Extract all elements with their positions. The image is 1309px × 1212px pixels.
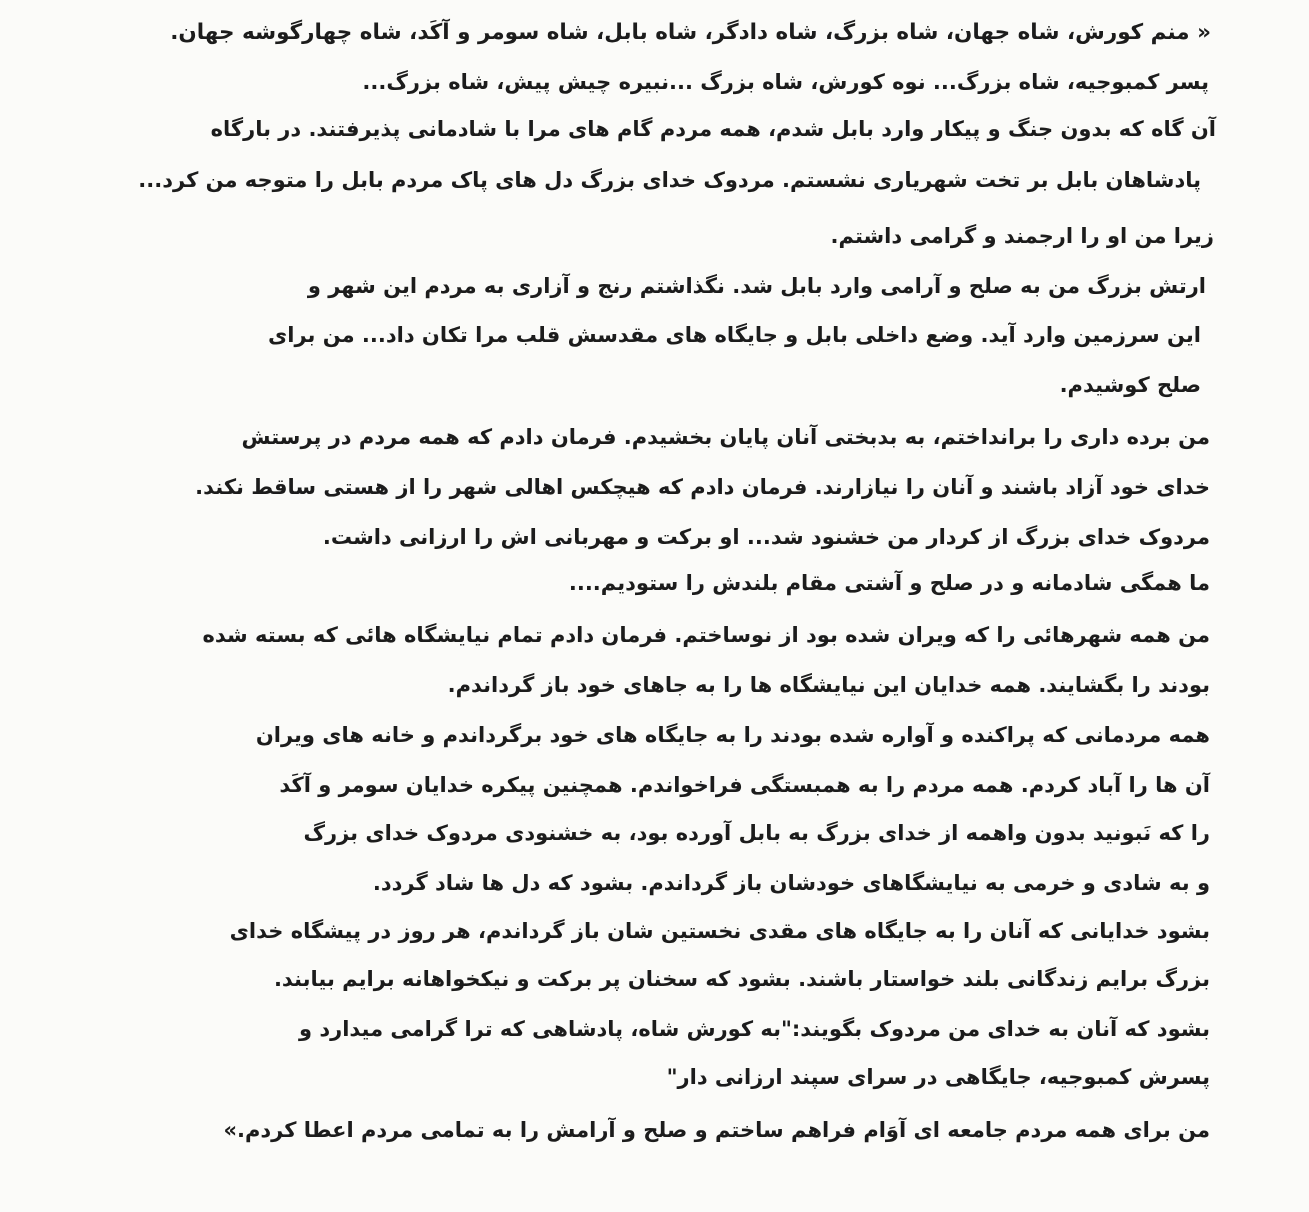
- text-line: بشود که آنان به خدای من مردوک بگویند:"به کورش شاه، پادشاهی که ترا گرامی میدارد و: [298, 1017, 1210, 1041]
- text-line: من همه شهرهائی را که ویران شده بود از نوساختم. فرمان دادم تمام نیایشگاه هائی که بسته شده: [202, 623, 1210, 647]
- text-line: بودند را بگشایند. همه خدایان این نیایشگاه ها را به جاهای خود باز گرداندم.: [447, 673, 1210, 697]
- text-line: را که نَبونید بدون واهمه از خدای بزرگ به بابل آورده بود، به خشنودی مردوک خدای بزرگ: [303, 821, 1210, 845]
- text-line: پسرش کمبوجیه، جایگاهی در سرای سپند ارزانی دار": [666, 1065, 1210, 1089]
- text-line: پسر کمبوجیه، شاه بزرگ... نوه کورش، شاه بزرگ ...نبیره چیش پیش، شاه بزرگ...: [362, 70, 1209, 94]
- text-line: همه مردمانی که پراکنده و آواره شده بودند را به جایگاه های خود برگرداندم و خانه های ویران: [255, 723, 1210, 747]
- text-line: آن ها را آباد کردم. همه مردم را به همبستگی فراخواندم. همچنین پیکره خدایان سومر و آکَد: [279, 773, 1210, 797]
- text-line: آن گاه که بدون جنگ و پیکار وارد بابل شدم، همه مردم گام های مرا با شادمانی پذیرفتند. در بارگاه: [210, 117, 1216, 141]
- text-line: صلح کوشیدم.: [1059, 373, 1201, 397]
- text-line: این سرزمین وارد آید. وضع داخلی بابل و جایگاه های مقدسش قلب مرا تکان داد... من برای: [268, 323, 1201, 347]
- text-line: بشود خدایانی که آنان را به جایگاه های مقدی نخستین شان باز گرداندم، هر روز در پیشگاه خدای: [229, 919, 1210, 943]
- text-line: من برای همه مردم جامعه ای آوَام فراهم ساختم و صلح و آرامش را به تمامی مردم اعطا کردم.»: [223, 1118, 1210, 1142]
- text-line: مردوک خدای بزرگ از کردار من خشنود شد... او برکت و مهربانی اش را ارزانی داشت.: [322, 525, 1210, 549]
- text-line: ارتش بزرگ من به صلح و آرامی وارد بابل شد. نگذاشتم رنج و آزاری به مردم این شهر و: [307, 274, 1206, 298]
- text-line: زیرا من او را ارجمند و گرامی داشتم.: [830, 224, 1214, 248]
- text-line: بزرگ برایم زندگانی بلند خواستار باشند. بشود که سخنان پر برکت و نیکخواهانه برایم بیابند.: [273, 967, 1210, 991]
- text-line: « منم کورش، شاه جهان، شاه بزرگ، شاه دادگر، شاه بابل، شاه سومر و آکَد، شاه چهارگوشه جهان.: [170, 20, 1211, 45]
- text-line: من برده داری را برانداختم، به بدبختی آنان پایان بخشیدم. فرمان دادم که همه مردم در پرستش: [241, 425, 1210, 449]
- text-line: و به شادی و خرمی به نیایشگاهای خودشان باز گرداندم. بشود که دل ها شاد گردد.: [372, 871, 1210, 895]
- text-line: ما همگی شادمانه و در صلح و آشتی مقام بلندش را ستودیم....: [568, 571, 1210, 595]
- text-line: خدای خود آزاد باشند و آنان را نیازارند. فرمان دادم که هیچکس اهالی شهر را از هستی ساقط نکند.: [195, 475, 1210, 499]
- text-line: پادشاهان بابل بر تخت شهریاری نشستم. مردوک خدای بزرگ دل های پاک مردم بابل را متوجه من کرد...: [138, 168, 1201, 192]
